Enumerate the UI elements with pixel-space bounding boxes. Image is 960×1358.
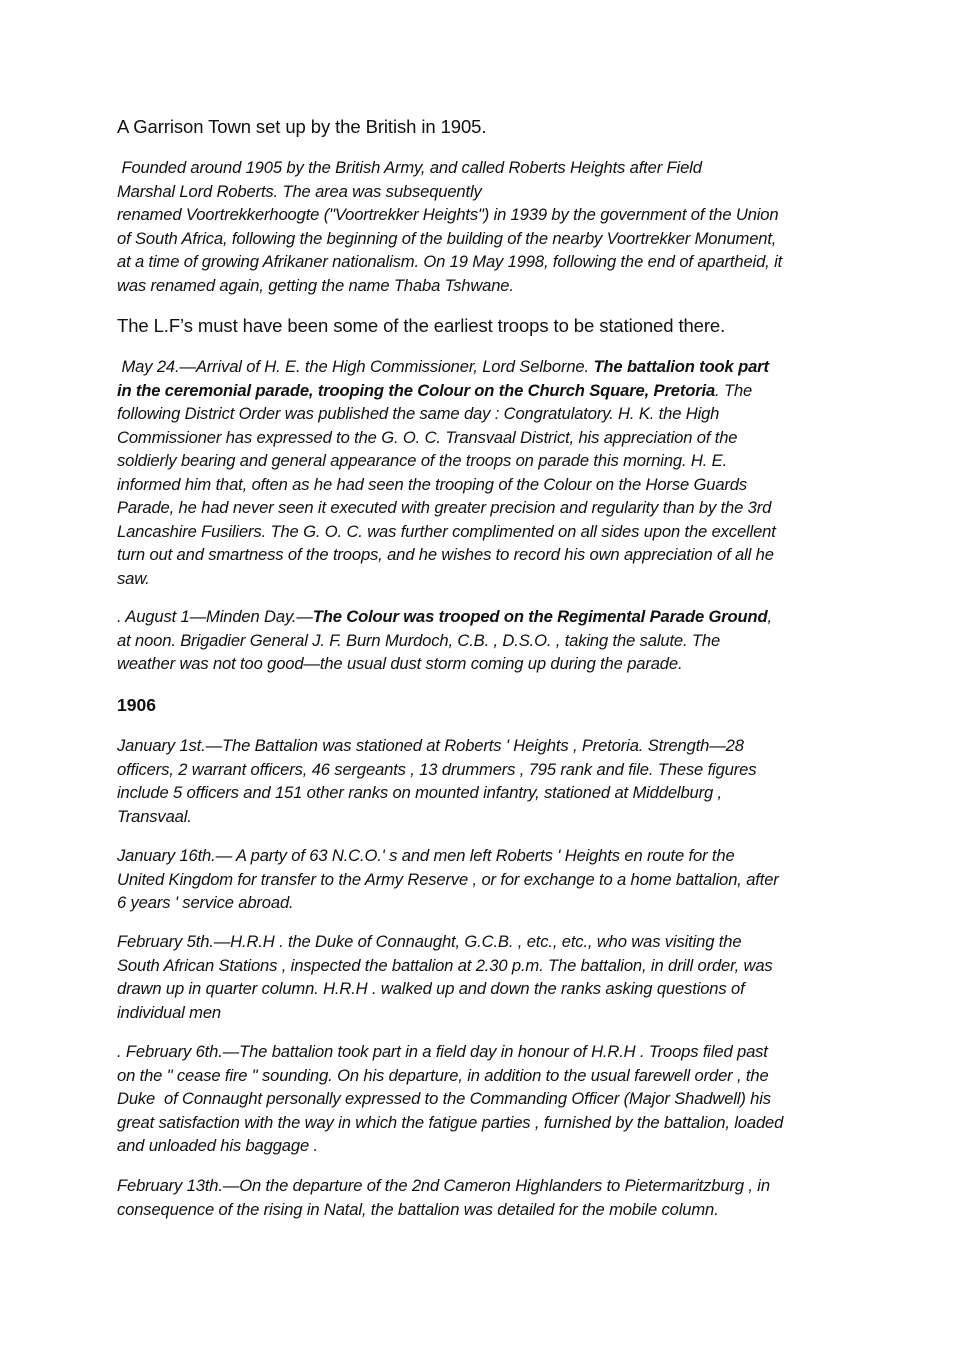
plain-text: May 24.—Arrival of H. E. the High Commissioner, Lord Selborne. <box>117 357 594 376</box>
year-heading: 1906 <box>117 695 156 715</box>
text-line: following District Order was published the same day : Congratulatory. H. K. the High <box>117 404 720 423</box>
subheading: The L.F’s must have been some of the earliest troops to be stationed there. <box>117 315 726 336</box>
text-line: Transvaal. <box>117 806 192 826</box>
text-line <box>117 355 857 379</box>
text-line <box>117 605 857 629</box>
text-line: United Kingdom for transfer to the Army Reserve , or for exchange to a home battalion, after <box>117 869 779 889</box>
entry-jan-1 <box>117 734 857 828</box>
text-line <box>117 379 857 403</box>
text-line: on the " cease fire " sounding. On his departure, in addition to the usual farewell order , the <box>117 1065 769 1085</box>
text-line: Founded around 1905 by the British Army, and called Roberts Heights after Field <box>117 158 702 177</box>
text-line: Duke of Connaught personally expressed to the Commanding Officer (Major Shadwell) his <box>117 1089 771 1108</box>
text-line: drawn up in quarter column. H.R.H . walked up and down the ranks asking questions of <box>117 979 745 998</box>
text-line: February 5th.—H.R.H . the Duke of Connaught, G.C.B. , etc., etc., who was visiting the <box>117 932 742 951</box>
text-line: consequence of the rising in Natal, the battalion was detailed for the mobile column. <box>117 1199 719 1219</box>
text-line: turn out and smartness of the troops, and he wishes to record his own appreciation of all he <box>117 545 774 564</box>
text-line: informed him that, often as he had seen the trooping of the Colour on the Horse Guards <box>117 474 748 494</box>
entry-feb-13 <box>117 1174 857 1221</box>
text-line: great satisfaction with the way in which the fatigue parties , furnished by the battalion, loaded <box>117 1112 784 1132</box>
entry-jan-16 <box>117 844 857 915</box>
text-line: January 16th.— A party of 63 N.C.O.' s and men left Roberts ' Heights en route for the <box>117 846 735 865</box>
august-1-paragraph <box>117 605 857 676</box>
bold-text: The battalion took part <box>593 357 769 376</box>
plain-text: . The <box>715 380 753 400</box>
text-line: Lancashire Fusiliers. The G. O. C. was further complimented on all sides upon the excellent <box>117 521 776 541</box>
text-line: Commissioner has expressed to the G. O. C. Transvaal District, his appreciation of the <box>117 427 738 447</box>
text-line: was renamed again, getting the name Thaba Tshwane. <box>117 275 514 295</box>
text-line: saw. <box>117 568 150 588</box>
text-line: . February 6th.—The battalion took part in a field day in honour of H.R.H . Troops filed past <box>117 1042 768 1061</box>
text-line: February 13th.—On the departure of the 2nd Cameron Highlanders to Pietermaritzburg , in <box>117 1176 770 1195</box>
text-line: at noon. Brigadier General J. F. Burn Murdoch, C.B. , D.S.O. , taking the salute. The <box>117 630 721 650</box>
bold-text: in the ceremonial parade, trooping the Colour on the Church Square, Pretoria <box>117 380 716 400</box>
text-line: at a time of growing Afrikaner nationalism. On 19 May 1998, following the end of apartheid, it <box>117 252 783 271</box>
text-line: officers, 2 warrant officers, 46 sergeants , 13 drummers , 795 rank and file. These figures <box>117 759 757 779</box>
text-line: of South Africa, following the beginning of the building of the nearby Voortrekker Monument, <box>117 228 777 248</box>
text-line: South African Stations , inspected the battalion at 2.30 p.m. The battalion, in drill order, was <box>117 955 773 975</box>
entry-feb-5 <box>117 930 857 1024</box>
text-line: individual men <box>117 1002 221 1022</box>
plain-text: . August 1—Minden Day.— <box>117 607 313 626</box>
text-line: Marshal Lord Roberts. The area was subsequently <box>117 181 482 201</box>
may-24-paragraph <box>117 355 857 590</box>
text-line: and unloaded his baggage . <box>117 1136 318 1155</box>
text-line: 6 years ' service abroad. <box>117 893 294 912</box>
text-line: Parade, he had never seen it executed with greater precision and regularity than by the 3rd <box>117 498 772 517</box>
entry-feb-6 <box>117 1040 857 1158</box>
intro-paragraph <box>117 156 857 297</box>
text-line: soldierly bearing and general appearance of the troops on parade this morning. H. E. <box>117 451 728 470</box>
text-line: weather was not too good—the usual dust storm coming up during the parade. <box>117 654 683 673</box>
bold-text: The Colour was trooped on the Regimental Parade Ground <box>312 607 768 626</box>
text-line: include 5 officers and 151 other ranks on mounted infantry, stationed at Middelburg , <box>117 783 722 802</box>
document-title: A Garrison Town set up by the British in 1905. <box>117 116 487 137</box>
text-line: renamed Voortrekkerhoogte ("Voortrekker Heights") in 1939 by the government of the Union <box>117 205 779 224</box>
text-line: January 1st.—The Battalion was stationed at Roberts ' Heights , Pretoria. Strength—28 <box>117 736 744 755</box>
plain-text: , <box>767 607 772 626</box>
